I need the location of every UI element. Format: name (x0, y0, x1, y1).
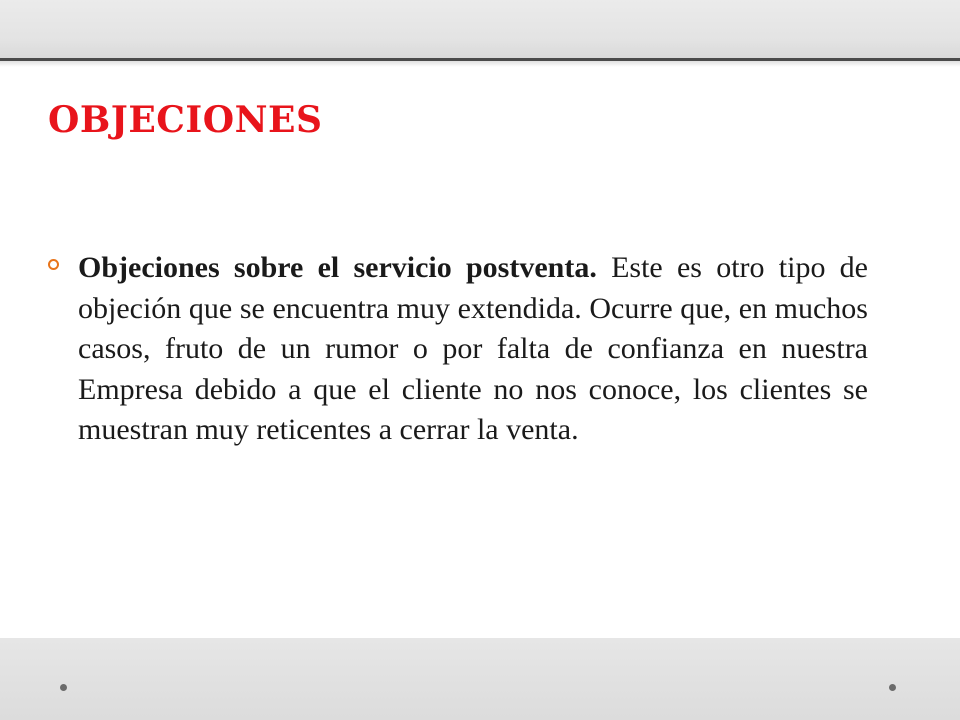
bullet-list (48, 248, 868, 451)
right-dot-icon (889, 684, 896, 691)
circle-bullet-icon (48, 259, 59, 270)
bottom-decorative-band (0, 638, 960, 720)
bullet-lead-text: Objeciones sobre el servicio postventa. (78, 251, 597, 284)
slide-title: OBJECIONES (48, 99, 323, 141)
left-dot-icon (60, 684, 67, 691)
top-decorative-band (0, 0, 960, 58)
bullet-body-text: Este es otro tipo de objeción que se encuentra muy extendida. Ocurre que, en muchos casos, fruto de un rumor o por falta de confianza en nuestra Empresa debido a que el cliente no nos conoce, los clientes se muestran muy reticentes a cerrar la venta. (78, 251, 868, 446)
bullet-paragraph (78, 248, 868, 451)
bullet-item (48, 248, 868, 451)
top-divider-shadow (0, 61, 960, 67)
